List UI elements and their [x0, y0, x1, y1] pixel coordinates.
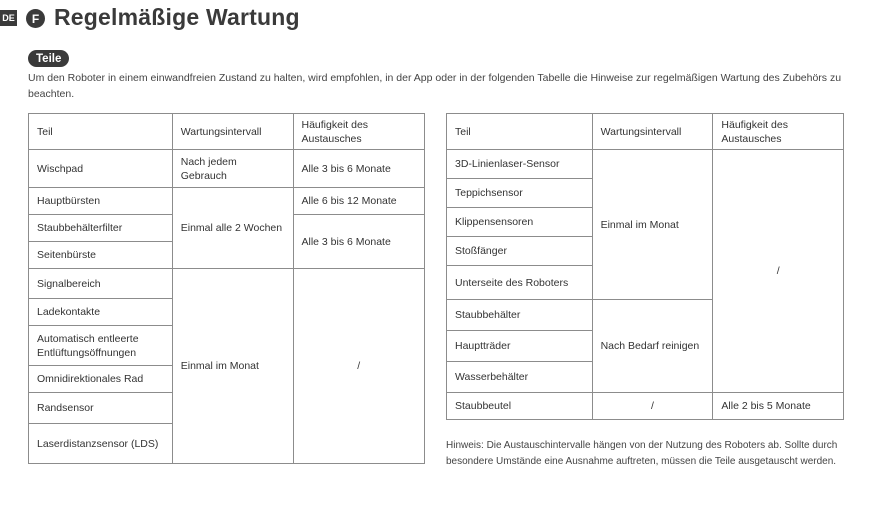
part-cell: Klippensensoren [447, 208, 593, 237]
table-row [447, 150, 844, 179]
column-header-replacement: Häufigkeit des Austausches [713, 114, 844, 150]
column-header-replacement: Häufigkeit des Austausches [293, 114, 425, 150]
part-cell: Omnidirektionales Rad [29, 366, 173, 393]
column-header-interval: Wartungsintervall [172, 114, 293, 150]
part-cell: Wischpad [29, 150, 173, 188]
page-title: Regelmäßige Wartung [54, 4, 300, 30]
replacement-cell: / [713, 150, 844, 393]
part-cell: Hauptbürsten [29, 188, 173, 215]
interval-cell: Einmal alle 2 Wochen [172, 188, 293, 269]
language-tag: DE [0, 10, 17, 26]
column-header-part: Teil [29, 114, 173, 150]
part-cell: Laserdistanzsensor (LDS) [29, 424, 173, 464]
maintenance-table-left [28, 113, 425, 464]
interval-cell: Einmal im Monat [592, 150, 713, 300]
interval-cell: Nach Bedarf reinigen [592, 300, 713, 393]
part-cell: Unterseite des Roboters [447, 266, 593, 300]
table-header-row [29, 114, 425, 150]
note-text: Hinweis: Die Austauschintervalle hängen von der Nutzung des Roboters ab. Sollte durch besondere Umstände eine Ausnahme auftreten, müssen die Teile ausgetauscht werden. [446, 440, 838, 467]
part-cell: Automatisch entleerte Entlüftungsöffnungen [29, 326, 173, 366]
intro-text: Um den Roboter in einem einwandfreien Zustand zu halten, wird empfohlen, in der App oder in der folgenden Tabelle die Hinweise zur regelmäßigen Wartung des Zubehörs zu beachten. [28, 72, 842, 100]
table-header-row [447, 114, 844, 150]
part-cell: Hauptträder [447, 331, 593, 362]
column-header-part: Teil [447, 114, 593, 150]
part-cell: Staubbehälter [447, 300, 593, 331]
interval-cell: Einmal im Monat [172, 269, 293, 464]
part-cell: 3D-Linienlaser-Sensor [447, 150, 593, 179]
part-cell: Staubbeutel [447, 393, 593, 420]
table-row [29, 269, 425, 299]
table-row [29, 150, 425, 188]
replacement-cell: Alle 3 bis 6 Monate [293, 215, 425, 269]
interval-cell: Nach jedem Gebrauch [172, 150, 293, 188]
part-cell: Staubbehälterfilter [29, 215, 173, 242]
replacement-cell: Alle 6 bis 12 Monate [293, 188, 425, 215]
part-cell: Ladekontakte [29, 299, 173, 326]
part-cell: Randsensor [29, 393, 173, 424]
maintenance-table-right [446, 113, 844, 420]
section-label: Teile [28, 50, 69, 67]
table-row [447, 393, 844, 420]
part-cell: Wasserbehälter [447, 362, 593, 393]
section-badge: F [26, 9, 45, 28]
replacement-cell: / [293, 269, 425, 464]
table-row [29, 188, 425, 215]
replacement-cell: Alle 3 bis 6 Monate [293, 150, 425, 188]
part-cell: Stoßfänger [447, 237, 593, 266]
part-cell: Seitenbürste [29, 242, 173, 269]
part-cell: Teppichsensor [447, 179, 593, 208]
part-cell: Signalbereich [29, 269, 173, 299]
column-header-interval: Wartungsintervall [592, 114, 713, 150]
replacement-cell: Alle 2 bis 5 Monate [713, 393, 844, 420]
interval-cell: / [592, 393, 713, 420]
